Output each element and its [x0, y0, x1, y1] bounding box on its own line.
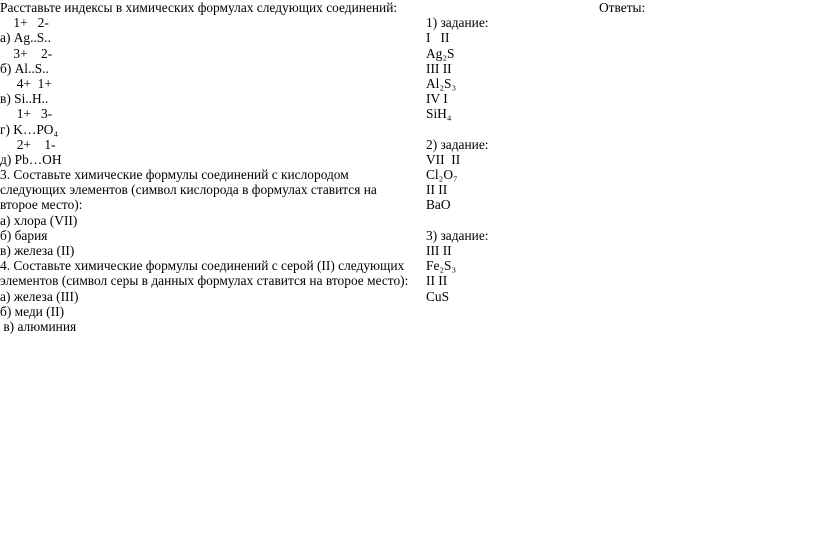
- task3-item-a: а) хлора (VII): [0, 212, 78, 228]
- task4-heading-line1: 4. Составьте химические формулы соединений с серой (II) следующих: [0, 258, 405, 274]
- answer1-formula-c: SiH₄: [426, 106, 452, 122]
- answers-column: [426, 0, 606, 304]
- answer3-formula-a: Fe₂S₃: [426, 258, 457, 274]
- charge-line-b: 3+ 2-: [0, 45, 53, 61]
- answer2-valence-b: II II: [426, 182, 448, 198]
- answer3-valence-a: III II: [426, 243, 452, 258]
- spacer: [426, 122, 606, 137]
- task3-item-c: в) железа (II): [0, 243, 75, 258]
- charge-line-e: 2+ 1-: [0, 136, 56, 152]
- task4-item-b: б) меди (II): [0, 303, 65, 319]
- answer1-formula-b: Al₂S₃: [426, 75, 457, 91]
- task4-item-a: а) железа (III): [0, 288, 79, 304]
- spacer: [426, 213, 606, 228]
- task4-heading-line2: элементов (символ серы в данных формулах ставится на второе место):: [0, 273, 409, 289]
- charge-line-c: 4+ 1+: [0, 75, 52, 91]
- formula-b: б) Al..S..: [0, 60, 49, 76]
- answer1-heading: 1) задание:: [426, 15, 489, 31]
- task4-item-c: в) алюминия: [0, 318, 77, 334]
- formula-e: д) Pb…OH: [0, 151, 62, 167]
- formula-c: в) Si..H..: [0, 91, 49, 107]
- answer3-valence-b: II II: [426, 273, 448, 289]
- spacer: [426, 0, 606, 15]
- task-heading: Расставьте индексы в химических формулах следующих соединений:: [0, 0, 398, 15]
- answer2-formula-b: BaO: [426, 197, 451, 213]
- answer1-valence-c: IV I: [426, 91, 448, 107]
- answer2-heading: 2) задание:: [426, 136, 489, 152]
- formula-d: г) K…PO₄: [0, 121, 59, 137]
- task3-heading-line3: второе место):: [0, 197, 83, 213]
- answer2-formula-a: Cl₂O₇: [426, 167, 458, 183]
- task3-item-b: б) бария: [0, 227, 48, 243]
- formula-a: а) Ag..S..: [0, 30, 51, 46]
- answer1-valence: I II: [426, 30, 450, 46]
- answer1-formula-a: Ag₂S: [426, 45, 455, 61]
- answer3-heading: 3) задание:: [426, 227, 489, 243]
- task3-heading-line2: следующих элементов (символ кислорода в формулах ставится на: [0, 182, 377, 198]
- answer1-valence-b: III II: [426, 60, 452, 76]
- charge-line-a: 1+ 2-: [0, 15, 49, 31]
- task-text-column: [0, 0, 409, 334]
- answers-title: Ответы:: [599, 0, 646, 15]
- answer3-formula-b: CuS: [426, 288, 450, 304]
- task3-heading-line1: 3. Составьте химические формулы соединений с кислородом: [0, 167, 349, 183]
- answer2-valence-a: VII II: [426, 151, 461, 167]
- charge-line-d: 1+ 3-: [0, 106, 53, 122]
